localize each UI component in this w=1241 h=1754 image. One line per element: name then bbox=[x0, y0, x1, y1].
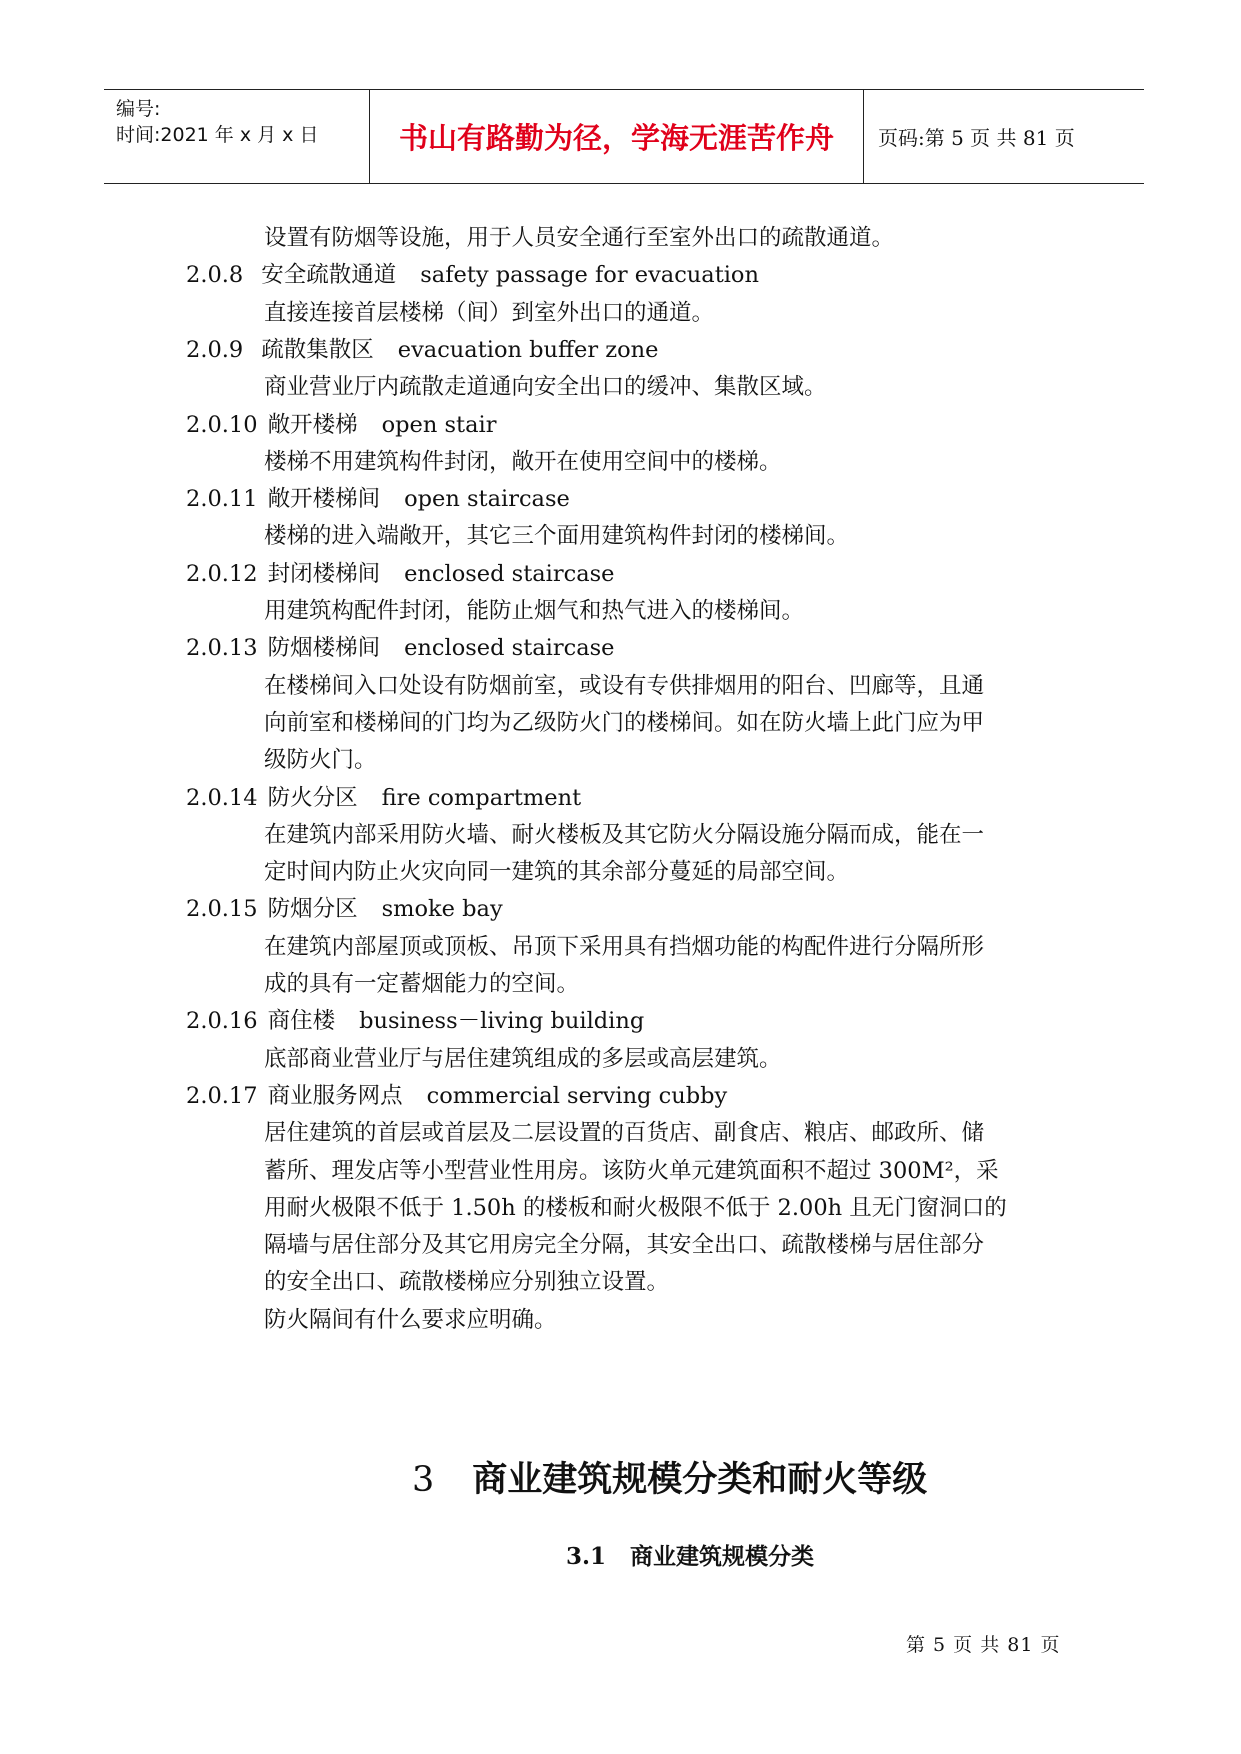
term-chinese: 敞开楼梯间 bbox=[267, 486, 381, 513]
section-heading bbox=[566, 1538, 814, 1571]
term-number: 2.0.9 bbox=[186, 336, 244, 363]
section-title: 商业建筑规模分类 bbox=[630, 1543, 815, 1570]
term-english: enclosed staircase bbox=[404, 635, 615, 662]
term-chinese: 敞开楼梯 bbox=[267, 411, 358, 438]
term-english: open staircase bbox=[404, 486, 570, 513]
definition-line: 楼梯的进入端敞开，其它三个面用建筑构件封闭的楼梯间。 bbox=[264, 523, 850, 550]
definition-line: 居住建筑的首层或首层及二层设置的百货店、副食店、粮店、邮政所、储 bbox=[264, 1120, 985, 1147]
term-chinese: 封闭楼梯间 bbox=[267, 560, 381, 587]
term-entry bbox=[186, 556, 615, 588]
term-number: 2.0.16 bbox=[186, 1008, 258, 1035]
term-english: evacuation buffer zone bbox=[397, 336, 659, 363]
section-number: 3.1 bbox=[566, 1543, 607, 1570]
chapter-heading bbox=[412, 1452, 927, 1502]
term-chinese: 防烟楼梯间 bbox=[267, 635, 381, 662]
page-header bbox=[104, 89, 1144, 184]
definition-line: 在建筑内部屋顶或顶板、吊顶下采用具有挡烟功能的构配件进行分隔所形 bbox=[264, 933, 985, 960]
term-number: 2.0.8 bbox=[186, 262, 244, 289]
term-number: 2.0.12 bbox=[186, 560, 258, 587]
term-chinese: 防火分区 bbox=[267, 784, 358, 811]
term-entry bbox=[186, 780, 581, 812]
definition-line: 用耐火极限不低于 1.50h 的楼板和耐火极限不低于 2.00h 且无门窗洞口的 bbox=[264, 1194, 1007, 1221]
definition-line: 成的具有一定蓄烟能力的空间。 bbox=[264, 971, 580, 997]
definition-line: 在建筑内部采用防火墙、耐火楼板及其它防火分隔设施分隔而成，能在一 bbox=[264, 821, 985, 848]
definition-line: 设置有防烟等设施，用于人员安全通行至室外出口的疏散通道。 bbox=[264, 225, 895, 251]
time-label: 时间:2021 年 x 月 x 日 bbox=[116, 124, 319, 146]
term-english: enclosed staircase bbox=[404, 560, 615, 587]
definition-line: 级防火门。 bbox=[264, 747, 377, 774]
term-number: 2.0.11 bbox=[186, 486, 258, 513]
term-entry bbox=[186, 257, 759, 289]
definition-line: 用建筑构配件封闭，能防止烟气和热气进入的楼梯间。 bbox=[264, 598, 805, 624]
term-english: smoke bay bbox=[381, 896, 503, 923]
definition-line: 商业营业厅内疏散走道通向安全出口的缓冲、集散区域。 bbox=[264, 374, 827, 401]
term-entry bbox=[186, 630, 615, 662]
definition-line: 在楼梯间入口处设有防烟前室，或设有专供排烟用的阳台、凹廊等，且通 bbox=[264, 672, 985, 699]
term-entry bbox=[186, 891, 503, 923]
term-chinese: 疏散集散区 bbox=[261, 336, 374, 363]
page-footer: 第 5 页 共 81 页 bbox=[906, 1634, 1061, 1656]
definition-line: 隔墙与居住部分及其它用房完全分隔，其安全出口、疏散楼梯与居住部分 bbox=[264, 1232, 985, 1259]
definition-line: 向前室和楼梯间的门均为乙级防火门的楼梯间。如在防火墙上此门应为甲 bbox=[264, 709, 985, 736]
definition-line: 直接连接首层楼梯（间）到室外出口的通道。 bbox=[264, 299, 715, 326]
term-entry bbox=[186, 481, 570, 513]
definition-line: 蓄所、理发店等小型营业性用房。该防火单元建筑面积不超过 300M²，采 bbox=[264, 1157, 999, 1184]
header-motto: 书山有路勤为径，学海无涯苦作舟 bbox=[370, 90, 864, 183]
definition-line: 楼梯不用建筑构件封闭，敞开在使用空间中的楼梯。 bbox=[264, 448, 782, 475]
term-chinese: 商业服务网点 bbox=[267, 1082, 403, 1109]
definition-line: 防火隔间有什么要求应明确。 bbox=[264, 1306, 557, 1333]
term-english: business－living building bbox=[359, 1008, 645, 1035]
term-number: 2.0.14 bbox=[186, 784, 258, 811]
term-entry bbox=[186, 332, 658, 364]
term-english: commercial serving cubby bbox=[426, 1082, 728, 1109]
header-meta-cell bbox=[104, 90, 370, 183]
term-number: 2.0.13 bbox=[186, 635, 258, 662]
term-chinese: 安全疏散通道 bbox=[261, 262, 397, 289]
term-number: 2.0.15 bbox=[186, 896, 258, 923]
term-english: open stair bbox=[381, 411, 497, 438]
term-entry bbox=[186, 407, 496, 439]
term-english: fire compartment bbox=[381, 784, 582, 811]
term-english: safety passage for evacuation bbox=[420, 262, 759, 289]
term-number: 2.0.10 bbox=[186, 411, 258, 438]
term-entry bbox=[186, 1003, 644, 1035]
header-page-label: 页码:第 5 页 共 81 页 bbox=[878, 126, 1075, 150]
chapter-number: 3 bbox=[412, 1460, 435, 1500]
definition-line: 定时间内防止火灾向同一建筑的其余部分蔓延的局部空间。 bbox=[264, 859, 850, 886]
term-chinese: 防烟分区 bbox=[267, 896, 358, 923]
definition-line: 底部商业营业厅与居住建筑组成的多层或高层建筑。 bbox=[264, 1045, 782, 1072]
term-chinese: 商住楼 bbox=[267, 1008, 336, 1035]
term-entry bbox=[186, 1078, 727, 1110]
code-label: 编号: bbox=[116, 98, 161, 120]
chapter-title: 商业建筑规模分类和耐火等级 bbox=[472, 1460, 928, 1500]
definition-line: 的安全出口、疏散楼梯应分别独立设置。 bbox=[264, 1269, 670, 1296]
term-number: 2.0.17 bbox=[186, 1082, 258, 1109]
